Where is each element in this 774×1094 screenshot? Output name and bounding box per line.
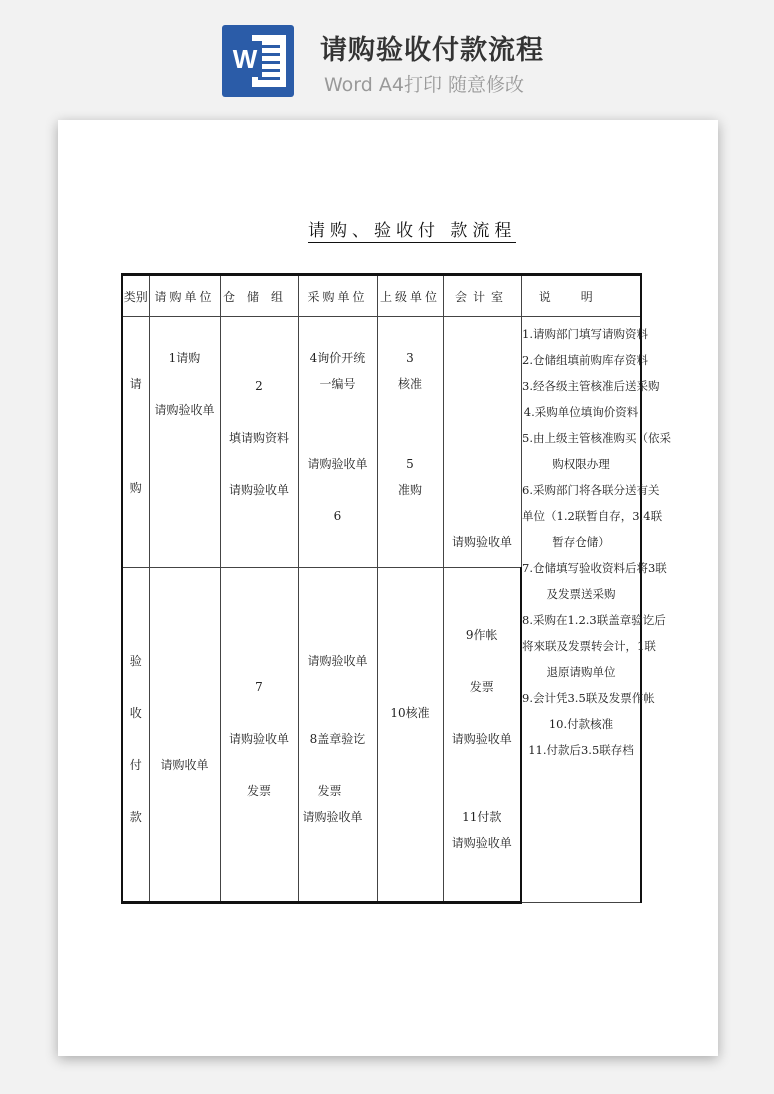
requesting-unit-acceptance — [149, 568, 220, 903]
note-line: 退原请购单位 — [546, 665, 616, 679]
note-line: 8.采购在1.2.3联盖章验讫后 — [522, 613, 666, 627]
requesting-unit-purchase — [149, 317, 220, 568]
step-text: 请购收单 — [160, 758, 209, 772]
category-char: 款 — [129, 810, 142, 824]
note-line: 2.仓储组填前购库存资料 — [522, 353, 648, 367]
accounting-purchase — [443, 317, 521, 568]
page-header — [0, 0, 774, 110]
step-text: 请购验收单 — [307, 654, 368, 668]
col-header-purchasing-unit: 采购单位 — [298, 275, 377, 317]
step-text: 7 — [255, 680, 263, 694]
table-header-row — [122, 275, 641, 317]
category-char: 请 — [129, 377, 142, 391]
step-text: 1请购 — [168, 351, 201, 365]
step-text: 5 — [406, 457, 414, 471]
note-line: 7.仓储填写验收资料后将3联 — [522, 561, 667, 575]
table-row-purchase — [122, 317, 641, 568]
step-text: 6 — [333, 509, 342, 523]
note-line: 11.付款后3.5联存档 — [528, 743, 634, 757]
step-text: 2 — [255, 379, 263, 393]
step-text: 请购验收单 — [154, 403, 215, 417]
step-text: 4询价开统 — [309, 351, 366, 365]
note-line: 3.经各级主管核准后送采购 — [522, 379, 660, 393]
step-text: 核准 — [397, 377, 422, 391]
note-line: 9.会计凭3.5联及发票作帐 — [522, 691, 655, 705]
purchasing-unit-purchase — [298, 317, 377, 568]
step-text: 8盖章验讫 — [309, 732, 366, 746]
col-header-accounting: 会计室 — [443, 275, 521, 317]
document-page — [58, 120, 718, 1056]
step-text: 9作帐 — [465, 628, 498, 642]
warehouse-purchase — [220, 317, 298, 568]
notes-list — [522, 321, 671, 763]
word-letter-icon: W — [228, 41, 262, 77]
category-char: 验 — [129, 654, 142, 668]
step-text: 请购验收单 — [302, 810, 363, 824]
step-text: 请购验收单 — [451, 535, 512, 549]
note-line: 暂存仓储） — [552, 535, 610, 549]
superior-unit-purchase — [377, 317, 443, 568]
warehouse-acceptance — [220, 568, 298, 903]
category-purchase — [122, 317, 149, 568]
note-line: 10.付款核准 — [548, 717, 614, 731]
step-text: 请购验收单 — [228, 483, 289, 497]
step-text: 11付款 — [462, 810, 502, 824]
note-line: 将來联及发票转会计，1联 — [522, 639, 656, 653]
note-line: 5.由上级主管核准购买（依采 — [522, 431, 671, 445]
category-char: 购 — [129, 481, 142, 495]
note-line: 单位（1.2联暂自存，3.4联 — [522, 509, 663, 523]
accounting-acceptance — [443, 568, 521, 903]
category-char: 付 — [129, 758, 142, 772]
note-line: 4.采购单位填询价资料 — [523, 405, 639, 419]
page-subtitle: Word A4打印 随意修改 — [324, 74, 525, 96]
step-text: 准购 — [397, 483, 422, 497]
notes-cell — [521, 317, 671, 903]
step-text: 填请购资料 — [228, 431, 289, 445]
step-text: 请购验收单 — [451, 732, 512, 746]
step-text: 10核准 — [390, 706, 430, 720]
col-header-category: 类别 — [122, 275, 149, 317]
col-header-notes: 说明 — [521, 275, 641, 317]
step-text: 发票 — [246, 784, 271, 798]
step-text: 一编号 — [319, 377, 356, 391]
col-header-warehouse: 仓储组 — [220, 275, 298, 317]
col-header-superior-unit: 上级单位 — [377, 275, 443, 317]
step-text: 请购验收单 — [307, 457, 368, 471]
document-title: 请购、验收付 款流程 — [308, 221, 517, 241]
step-text: 3 — [406, 351, 414, 365]
step-text: 发票 — [317, 784, 342, 798]
note-line: 及发票送采购 — [546, 587, 616, 601]
note-line: 1.请购部门填写请购资料 — [522, 327, 648, 341]
category-char: 收 — [129, 706, 142, 720]
process-table — [121, 273, 671, 904]
category-acceptance — [122, 568, 149, 903]
word-logo-icon — [222, 25, 294, 97]
purchasing-unit-acceptance — [298, 568, 377, 903]
note-line: 购权限办理 — [552, 457, 610, 471]
note-line: 6.采购部门将各联分送有关 — [522, 483, 660, 497]
col-header-requesting-unit: 请购单位 — [149, 275, 220, 317]
step-text: 请购验收单 — [451, 836, 512, 850]
step-text: 发票 — [469, 680, 494, 694]
superior-unit-acceptance — [377, 568, 443, 903]
page-title: 请购验收付款流程 — [320, 35, 544, 66]
step-text: 请购验收单 — [228, 732, 289, 746]
